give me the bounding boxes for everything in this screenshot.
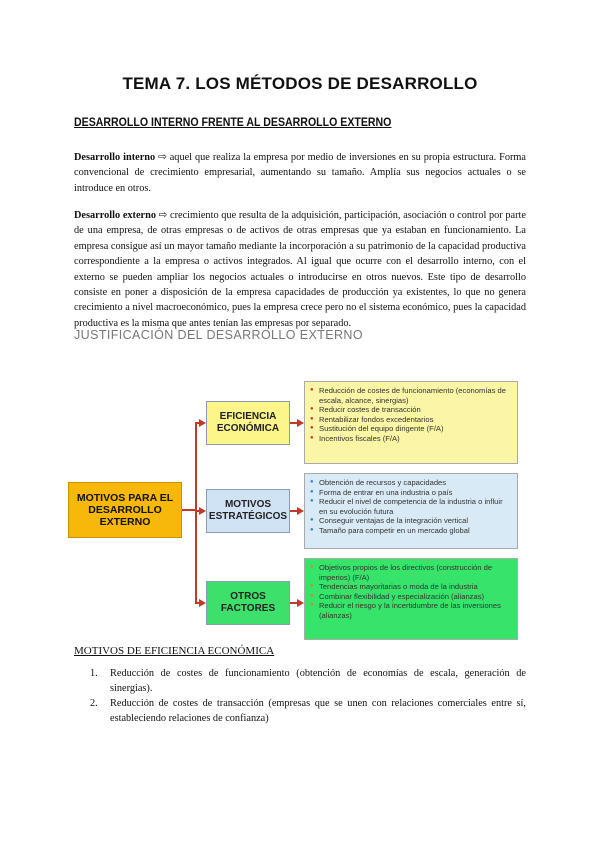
arrow-right-icon (297, 507, 304, 515)
list-estrategicos (304, 473, 518, 549)
list-item: ● Incentivos fiscales (F/A) (310, 434, 512, 444)
arrow-right-icon (297, 419, 304, 427)
motivos-heading: MOTIVOS DE EFICIENCIA ECONÓMICA (74, 645, 275, 657)
list-text: Reducción de costes de funcionamiento (obtención de economías de escala, generación de sinergias). (110, 668, 526, 694)
term-interno: Desarrollo interno (74, 152, 156, 163)
list-item: ● Combinar flexibilidad y especialización (alianzas) (310, 592, 512, 602)
text-externo: crecimiento que resulta de la adquisición, participación, asociación o control por parte de una empresa, de otras empresas o de activos de otras empresas que ya estaban en funcionamiento. La empresa consigue así un mayor tamaño mediante la incorporación a su patrimonio de la capacidad productiva correspondiente a la empresa o activos integrados. Al igual que ocurre con el desarrollo interno, con el externo se pueden ampliar los negocios actuales o introducirse en otros nuevos. Este tipo de desarrollo consiste en poner a disposición de la empresa capacidades de producción ya existentes, lo que no genera crecimiento a nivel macroeconómico, pues la empresa crece pero no el sistema económico, pues la capacidad productiva es la misma que antes tenían las empresas por separado. (74, 210, 526, 329)
list-item: ● Rentabilizar fondos excedentarios (310, 415, 512, 425)
connector (290, 510, 297, 512)
list-number: 1. (90, 668, 98, 679)
group-box-eficiencia: EFICIENCIA ECONÓMICA (206, 401, 290, 445)
arrow-icon: ⇨ (158, 210, 168, 221)
connector (195, 422, 197, 604)
text-interno: aquel que realiza la empresa por medio de inversiones en su propia estructura. Forma convencional de crecimiento empresarial, aumentando su tamaño. Amplía sus negocios actuales o se introduce en otros. (74, 152, 527, 194)
list-item: ● Reducción de costes de funcionamiento (economías de escala, alcance, sinergias) (310, 386, 512, 405)
list-item: ● Reducir el nivel de competencia de la industria o influir en su evolución futura (310, 497, 512, 516)
list-eficiencia (304, 381, 518, 464)
connector (290, 602, 297, 604)
connector (290, 422, 297, 424)
list-item: ● Tendencias mayoritarias o moda de la industria (310, 582, 512, 592)
list-item: ● Obtención de recursos y capacidades (310, 478, 512, 488)
list-otros (304, 558, 518, 640)
list-item: ● Reducir el riesgo y la incertidumbre de las inversiones (alianzas) (310, 601, 512, 620)
section-heading: JUSTIFICACIÓN DEL DESARROLLO EXTERNO (74, 328, 363, 342)
list-text: Reducción de costes de transacción (empresas que se unen con relaciones comerciales entre sí, estableciendo relaciones de confianza) (110, 698, 526, 724)
group-box-estrategicos: MOTIVOS ESTRATÉGICOS (206, 489, 290, 533)
list-number: 2. (90, 698, 98, 709)
section-subtitle: DESARROLLO INTERNO FRENTE AL DESARROLLO EXTERNO (74, 117, 392, 129)
arrow-right-icon (199, 599, 206, 607)
paragraph-interno (74, 150, 526, 196)
connector (182, 509, 196, 511)
list-item: ● Conseguir ventajas de la integración vertical (310, 516, 512, 526)
list-item: ● Forma de entrar en una industria o país (310, 488, 512, 498)
page-title: TEMA 7. LOS MÉTODOS DE DESARROLLO (122, 74, 478, 93)
paragraph-externo (74, 208, 526, 331)
arrow-right-icon (199, 419, 206, 427)
term-externo: Desarrollo externo (74, 210, 156, 221)
arrow-right-icon (199, 507, 206, 515)
arrow-right-icon (297, 599, 304, 607)
group-box-otros: OTROS FACTORES (206, 581, 290, 625)
main-motives-box: MOTIVOS PARA EL DESARROLLO EXTERNO (68, 482, 182, 538)
arrow-icon: ⇨ (158, 152, 167, 163)
list-item (74, 697, 526, 726)
list-item: ● Reducir costes de transacción (310, 405, 512, 415)
list-item: ● Tamaño para competir en un mercado global (310, 526, 512, 536)
list-item (74, 667, 526, 696)
list-item: ● Objetivos propios de los directivos (construcción de imperios) (F/A) (310, 563, 512, 582)
list-item: ● Sustitución del equipo dirigente (F/A) (310, 424, 512, 434)
